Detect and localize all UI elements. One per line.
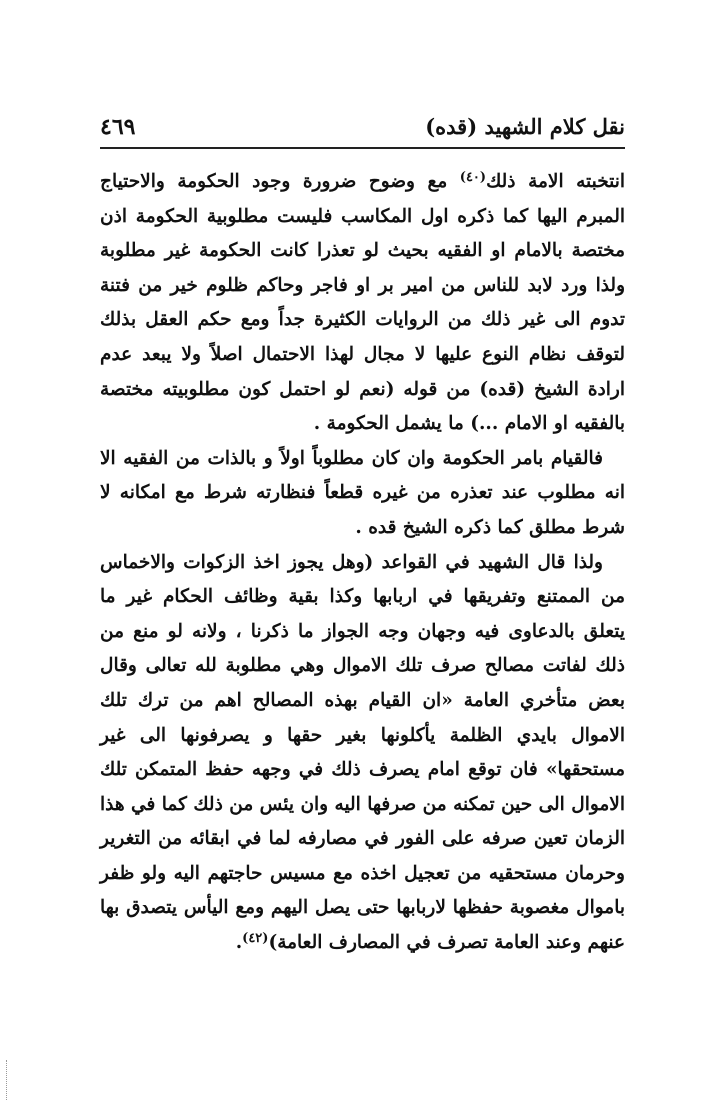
paragraph-3-text-end: . (235, 932, 243, 954)
scan-edge-marks (6, 1060, 9, 1100)
page-number: ٤٦٩ (100, 114, 136, 140)
page-header (100, 112, 625, 146)
header-divider (100, 147, 625, 149)
paragraph-1 (100, 165, 625, 442)
paragraph-3-text: ولذا قال الشهيد في القواعد (وهل يجوز اخذ الزكوات والاخماس من الممتنع وتفريقها في اربابها وكذا بقية وظائف الحكام غير ما يتعلق بالدعاوى فيه وجهان وجه الجواز ما ذكرنا ، ولانه لو منع من ذلك لفاتت مصالح صرف تلك الاموال وهي مطلوبة لله تعالى وقال بعض متأخري العامة «ان القيام بهذه المصالح اهم من ترك تلك الاموال بايدي الظلمة يأكلونها بغير حقها و يصرفونها الى غير مستحقها» فان توقع امام يصرف ذلك في وجهه حفظ المتمكن تلك الاموال الى حين تمكنه من صرفها اليه وان يئس من ذلك كما في هذا الزمان تعين صرفه على الفور في مصارفه لما في ابقائه من التغرير وحرمان مستحقيه من تعجيل اخذه مع مسيس حاجتهم اليه ولو ظفر باموال مغصوبة حفظها لاربابها حتى يصل اليهم ومع اليأس يتصدق بها عنهم وعند العامة تصرف في المصارف العامة) (100, 551, 625, 954)
footnote-ref-42: (٤٢) (242, 931, 269, 947)
paragraph-3 (100, 546, 625, 961)
paragraph-1-text-cont: مع وضوح ضرورة وجود الحكومة والاحتياج المبرم اليها كما ذكره اول المكاسب فليست مطلوبية الحكومة اذن مختصة بالامام او الفقيه بحيث لو تعذرا كانت الحكومة غير مطلوبة ولذا ورد لابد للناس من امير بر او فاجر وحاكم ظلوم خير من فتنة تدوم الى غير ذلك من الروايات الكثيرة جداً ومع حكم العقل بذلك لتوقف نظام النوع عليها لا مجال لهذا الاحتمال اصلاً ولا يبعد عدم ارادة الشيخ (قده) من قوله (نعم لو احتمل كون مطلوبيته مختصة بالفقيه او الامام ...) ما يشمل الحكومة . (100, 171, 625, 435)
running-title: نقل كلام الشهيد (قده) (425, 114, 625, 139)
paragraph-1-text: انتخبته الامة ذلك (486, 171, 626, 192)
footnote-ref-40: (٤٠) (459, 170, 487, 185)
paragraph-2 (100, 442, 625, 546)
body-text (100, 165, 625, 961)
paragraph-2-text: فالقيام بامر الحكومة وان كان مطلوباً اولاً و بالذات من الفقيه الا انه مطلوب عند تعذره من غيره قطعاً فنظارته شرط مع امكانه لا شرط مطلق كما ذكره الشيخ قده . (100, 447, 625, 538)
